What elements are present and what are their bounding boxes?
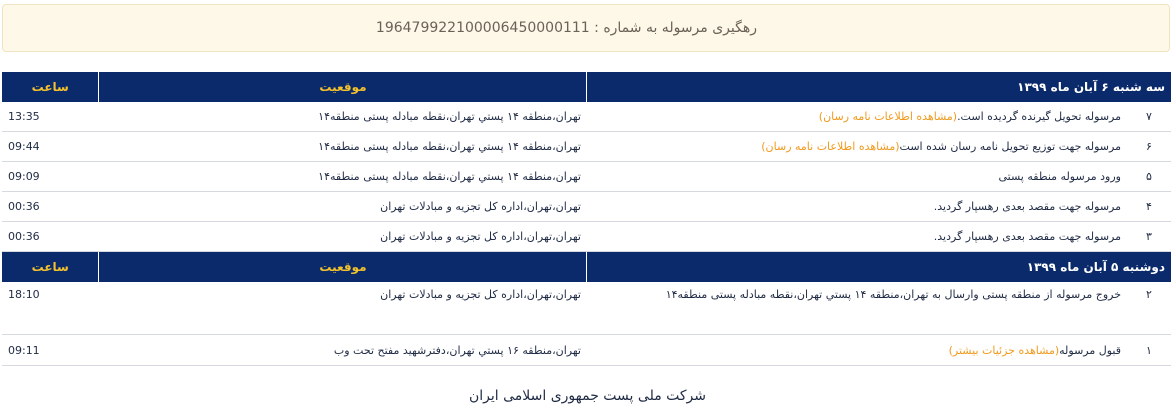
footer-text: شرکت ملی پست جمهوری اسلامی ایران xyxy=(468,388,707,404)
event-row xyxy=(2,162,1171,192)
event-description: مرسوله جهت توزیع تحویل نامه رسان شده است xyxy=(899,140,1121,153)
day-header-row xyxy=(2,72,1171,102)
tracking-table xyxy=(2,72,1171,366)
view-more-details-link[interactable]: (مشاهده جزئیات بیشتر) xyxy=(948,343,1060,357)
event-row xyxy=(2,282,1171,335)
location-column-header: موقعیت xyxy=(99,252,587,283)
event-index: ۵ xyxy=(1127,162,1171,192)
event-description: ورود مرسوله منطقه پستی xyxy=(587,162,1127,192)
time-column-header: ساعت xyxy=(2,252,99,283)
event-location: تهران،منطقه ۱۴ پستي تهران،نقطه مبادله پستی منطقه۱۴ xyxy=(99,162,587,192)
event-index: ۱ xyxy=(1127,335,1171,366)
time-column-header: ساعت xyxy=(2,72,99,102)
event-location: تهران،تهران،اداره کل تجزیه و مبادلات تهران xyxy=(99,192,587,222)
event-index: ۴ xyxy=(1127,192,1171,222)
event-location: تهران،منطقه ۱۶ پستي تهران،دفترشهید مفتح تحت وب xyxy=(99,335,587,366)
event-description: خروج مرسوله از منطقه پستی وارسال به تهران،منطقه ۱۴ پستي تهران،نقطه مبادله پستی منطقه۱۴ xyxy=(587,282,1127,335)
event-row xyxy=(2,132,1171,162)
event-index: ۲ xyxy=(1127,282,1171,335)
day-header-row xyxy=(2,252,1171,283)
tracking-header xyxy=(2,4,1170,52)
tracking-table-container xyxy=(2,72,1171,366)
event-description-cell xyxy=(587,335,1127,366)
event-time: 18:10 xyxy=(2,282,99,335)
event-description: مرسوله جهت مقصد بعدی رهسپار گردید. xyxy=(587,222,1127,252)
day-date: دوشنبه ۵ آبان ماه ۱۳۹۹ xyxy=(587,252,1171,283)
event-description: قبول مرسوله xyxy=(1059,343,1121,357)
event-time: 09:44 xyxy=(2,132,99,162)
event-time: 09:09 xyxy=(2,162,99,192)
event-description-cell xyxy=(587,102,1127,132)
event-time: 09:11 xyxy=(2,335,99,366)
event-index: ۳ xyxy=(1127,222,1171,252)
event-index: ۶ xyxy=(1127,132,1171,162)
event-index: ۷ xyxy=(1127,102,1171,132)
event-location: تهران،منطقه ۱۴ پستي تهران،نقطه مبادله پستی منطقه۱۴ xyxy=(99,132,587,162)
event-time: 00:36 xyxy=(2,192,99,222)
tracking-title: رهگیری مرسوله به شماره : 196479922100006450000111 xyxy=(375,20,757,36)
view-carrier-info-link[interactable]: (مشاهده اطلاعات نامه رسان) xyxy=(818,110,958,123)
view-carrier-info-link[interactable]: (مشاهده اطلاعات نامه رسان) xyxy=(761,140,900,153)
event-row xyxy=(2,102,1171,132)
event-description: مرسوله جهت مقصد بعدی رهسپار گردید. xyxy=(587,192,1127,222)
event-row xyxy=(2,192,1171,222)
event-time: 00:36 xyxy=(2,222,99,252)
event-description: مرسوله تحویل گیرنده گردیده است. xyxy=(957,110,1121,123)
event-location: تهران،تهران،اداره کل تجزیه و مبادلات تهران xyxy=(99,282,587,335)
event-description-cell xyxy=(587,132,1127,162)
footer xyxy=(0,388,1175,404)
day-date: سه شنبه ۶ آبان ماه ۱۳۹۹ xyxy=(587,72,1171,102)
event-time: 13:35 xyxy=(2,102,99,132)
event-row xyxy=(2,335,1171,366)
event-location: تهران،منطقه ۱۴ پستي تهران،نقطه مبادله پستی منطقه۱۴ xyxy=(99,102,587,132)
location-column-header: موقعیت xyxy=(99,72,587,102)
event-row xyxy=(2,222,1171,252)
event-location: تهران،تهران،اداره کل تجزیه و مبادلات تهران xyxy=(99,222,587,252)
